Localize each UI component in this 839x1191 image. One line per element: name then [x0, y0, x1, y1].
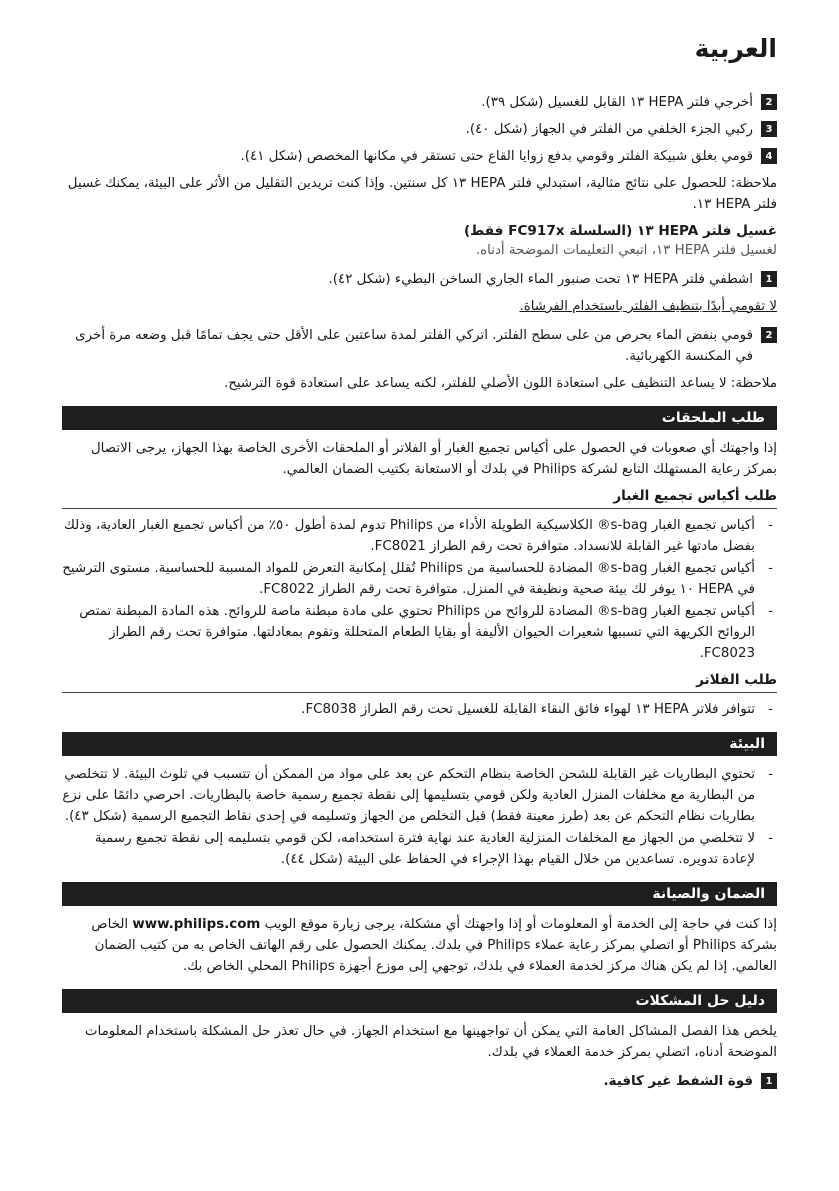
step-2-remove-filter [62, 92, 777, 113]
manual-page [62, 0, 777, 1191]
environment-list [62, 764, 777, 870]
step-number-badge: 4 [761, 148, 777, 164]
step-3-insert-filter [62, 119, 777, 140]
dustbags-heading: طلب أكياس تجميع الغبار [62, 488, 777, 509]
list-item: - أكياس تجميع الغبار s-bag® المضادة للروائح من Philips تحتوي على مادة مبطنة ماصة للروائح. هذه المادة المبطنة تمتص الروائح الكريهة التي تسببها شعيرات الحيوان الأليفة أو بقايا الطعام المتحللة وتقوم بمعادلتها. متوافرة تحت رقم الطراز FC8023. [62, 601, 777, 664]
dustbags-list [62, 515, 777, 664]
language-title: العربية [694, 34, 777, 63]
accessories-body: إذا واجهتك أي صعوبات في الحصول على أكياس تجميع الغبار أو الفلاتر أو الملحقات الأخرى الخاصة بهذا الجهاز، يرجى الاتصال بمركز رعاية المستهلك التابع لشركة Philips في بلدك أو الاستعانة بكتيب الضمان العالمي. [90, 441, 777, 477]
list-item: - تتوافر فلاتر HEPA ١٣ لهواء فائق النقاء القابلة للغسيل تحت رقم الطراز FC8038. [62, 699, 777, 720]
step-text: قومي بغلق شبيكة الفلتر وقومي بدفع زوايا القاع حتى تستقر في مكانها المخصص (شكل ٤١). [240, 149, 753, 164]
list-item: - أكياس تجميع الغبار s-bag® الكلاسيكية الطويلة الأداء من Philips تدوم لمدة أطول ٥٠٪ من أكياس تجميع الغبار العادية، وذلك بفضل مادتها غير القابلة للانسداد. متوافرة تحت رقم الطراز FC8021. [62, 515, 777, 557]
wash-step-1 [62, 269, 777, 290]
wash-intro: لغسيل فلتر HEPA ١٣، اتبعي التعليمات الموضحة أدناه. [475, 243, 777, 258]
website-link[interactable]: www.philips.com [132, 917, 261, 932]
section-header-guarantee-service: الضمان والصيانة [62, 882, 777, 906]
step-number-badge: 3 [761, 121, 777, 137]
step-text: اشطفي فلتر HEPA ١٣ تحت صنبور الماء الجاري الساخن البطيء (شكل ٤٢). [328, 272, 753, 287]
warranty-body [62, 914, 777, 977]
filters-heading: طلب الفلاتر [62, 672, 777, 693]
section-header-environment: البيئة [62, 732, 777, 756]
list-item: - لا تتخلصي من الجهاز مع المخلفات المنزلية العادية عند نهاية فترة استخدامه، لكن قومي بتسليمه إلى نقطة تجميع رسمية لإعادة تدويره. تساعدين من خلال القيام بهذا الإجراء في الحفاظ على البيئة (شكل ٤٤). [62, 828, 777, 870]
troubleshooting-body: يلخص هذا الفصل المشاكل العامة التي يمكن أن تواجهينها مع استخدام الجهاز. في حال تعذر حل المشكلة باستخدام المعلومات الموضحة أدناه، اتصلي بمركز خدمة العملاء في بلدك. [84, 1024, 777, 1060]
list-item: - أكياس تجميع الغبار s-bag® المضادة للحساسية من Philips تُقلل إمكانية التعرض للمواد المسببة للحساسية. مستوى الترشيح في HEPA ١٠ يوفر لك بيئة صحية ونظيفة في المنزل. متوافرة تحت رقم الطراز FC8022. [62, 558, 777, 600]
problem-text: قوة الشفط غير كافية. [603, 1074, 753, 1089]
wash-warning: لا تقومي أبدًا بتنظيف الفلتر باستخدام الفرشاة. [519, 299, 777, 314]
step-text: أخرجي فلتر HEPA ١٣ القابل للغسيل (شكل ٣٩). [481, 95, 753, 110]
step-number-badge: 1 [761, 1073, 777, 1089]
problem-1 [62, 1071, 777, 1092]
note-cleaning-color: ملاحظة: لا يساعد التنظيف على استعادة اللون الأصلي للفلتر، لكنه يساعد على استعادة قوة الترشيح. [223, 376, 777, 391]
step-number-badge: 2 [761, 94, 777, 110]
wash-step-2 [62, 325, 777, 367]
list-item: - تحتوي البطاريات غير القابلة للشحن الخاصة بنظام التحكم عن بعد على مواد من الممكن أن تتسبب في تلوث البيئة. لا تتخلصي من البطارية مع مخلفات المنزل العادية ولكن قومي بتسليمها إلى نقطة تجميع رسمية خاصة بالبطاريات. احرصي دائمًا على نزع بطاريات نظام التحكم عن بعد (طرز معينة فقط) قبل التخلص من الجهاز وتسليمه في إحدى نقاط التجميع الرسمية (شكل ٤٣). [62, 764, 777, 827]
section-header-troubleshooting: دليل حل المشكلات [62, 989, 777, 1013]
step-number-badge: 1 [761, 271, 777, 287]
section-header-ordering-accessories: طلب الملحقات [62, 406, 777, 430]
step-text: قومي بنفض الماء بحرص من على سطح الفلتر. اتركي الفلتر لمدة ساعتين على الأقل حتى يجف تمامًا قبل وضعه مرة أخرى في المكنسة الكهربائية. [75, 328, 753, 364]
filters-list [62, 699, 777, 720]
note-replace-filter: ملاحظة: للحصول على نتائج مثالية، استبدلي فلتر HEPA ١٣ كل سنتين. وإذا كنت تريدين التقليل من الأثر على البيئة، يمكنك غسيل فلتر HEPA ١٣. [67, 176, 777, 212]
step-text: ركبي الجزء الخلفي من الفلتر في الجهاز (شكل ٤٠). [465, 122, 753, 137]
step-number-badge: 2 [761, 327, 777, 343]
warranty-text-start: إذا كنت في حاجة إلى الخدمة أو المعلومات أو إذا واجهتك أي مشكلة، يرجى زيارة موقع الويب [260, 917, 777, 932]
page-content [62, 92, 777, 1098]
step-4-close-grille [62, 146, 777, 167]
wash-heading: غسيل فلتر HEPA ١٣ (السلسلة FC917x فقط) [463, 223, 777, 239]
warranty-text-end: الخاص بشركة Philips أو اتصلي بمركز رعاية عملاء Philips في بلدك. يمكنك الحصول على رقم الهاتف الخاص به من كتيب الضمان العالمي. إذا لم يكن هناك مركز لخدمة العملاء في بلدك، توجهي إلى موزع أجهزة Philips المحلي الخاص بك. [91, 917, 777, 974]
